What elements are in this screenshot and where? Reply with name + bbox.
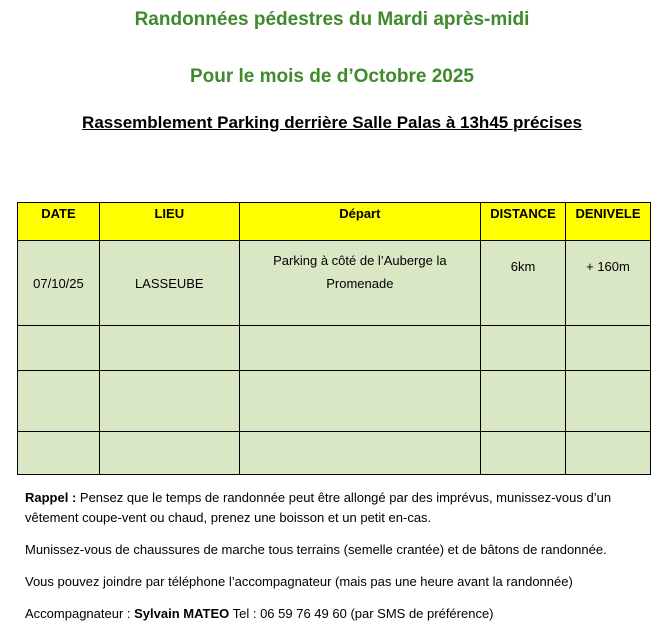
reminder-text: Pensez que le temps de randonnée peut être allongé par des imprévus, munissez-vous d’un vêtement coupe-vent ou chaud, prenez une boisson et un petit en-cas. (25, 490, 612, 525)
header-depart: Départ (239, 203, 480, 241)
empty-cell (99, 371, 239, 432)
empty-cell (99, 326, 239, 371)
cell-denivele: + 160m (566, 241, 651, 326)
empty-cell (481, 432, 566, 475)
header-lieu: LIEU (99, 203, 239, 241)
empty-cell (239, 371, 480, 432)
empty-cell (566, 371, 651, 432)
empty-cell (481, 371, 566, 432)
empty-cell (18, 432, 100, 475)
table-row (18, 432, 651, 475)
hikes-table (17, 202, 651, 475)
header-date: DATE (18, 203, 100, 241)
title-line-2: Pour le mois de d’Octobre 2025 (189, 66, 475, 87)
empty-cell (18, 371, 100, 432)
title-line-1: Randonnées pédestres du Mardi après-midi (134, 9, 530, 30)
cell-date: 07/10/25 (18, 241, 100, 326)
empty-cell (481, 326, 566, 371)
cell-distance: 6km (481, 241, 566, 326)
empty-cell (566, 326, 651, 371)
guide-phone: Tel : 06 59 76 49 60 (par SMS de préférence) (229, 606, 494, 621)
cell-lieu: LASSEUBE (99, 241, 239, 326)
meeting-point: Rassemblement Parking derrière Salle Palas à 13h45 précises (82, 113, 582, 132)
shoes-paragraph: Munissez-vous de chaussures de marche tous terrains (semelle crantée) et de bâtons de randonnée. (25, 542, 607, 557)
notes-section (25, 488, 645, 636)
table-header-row (18, 203, 651, 241)
empty-cell (566, 432, 651, 475)
empty-cell (18, 326, 100, 371)
empty-cell (239, 432, 480, 475)
guide-label: Accompagnateur : (25, 606, 135, 621)
guide-paragraph (25, 604, 645, 624)
empty-cell (239, 326, 480, 371)
cell-depart: Parking à côté de l’Auberge la Promenade (239, 241, 480, 326)
table-row (18, 371, 651, 432)
reminder-label: Rappel : (25, 490, 77, 505)
empty-cell (99, 432, 239, 475)
guide-name: Sylvain MATEO (134, 606, 230, 621)
header-distance: DISTANCE (481, 203, 566, 241)
reminder-paragraph (25, 488, 645, 528)
table-row (18, 326, 651, 371)
header-denivele: DENIVELE (566, 203, 651, 241)
phone-paragraph: Vous pouvez joindre par téléphone l’accompagnateur (mais pas une heure avant la randonnée) (25, 574, 573, 589)
table-row (18, 241, 651, 326)
